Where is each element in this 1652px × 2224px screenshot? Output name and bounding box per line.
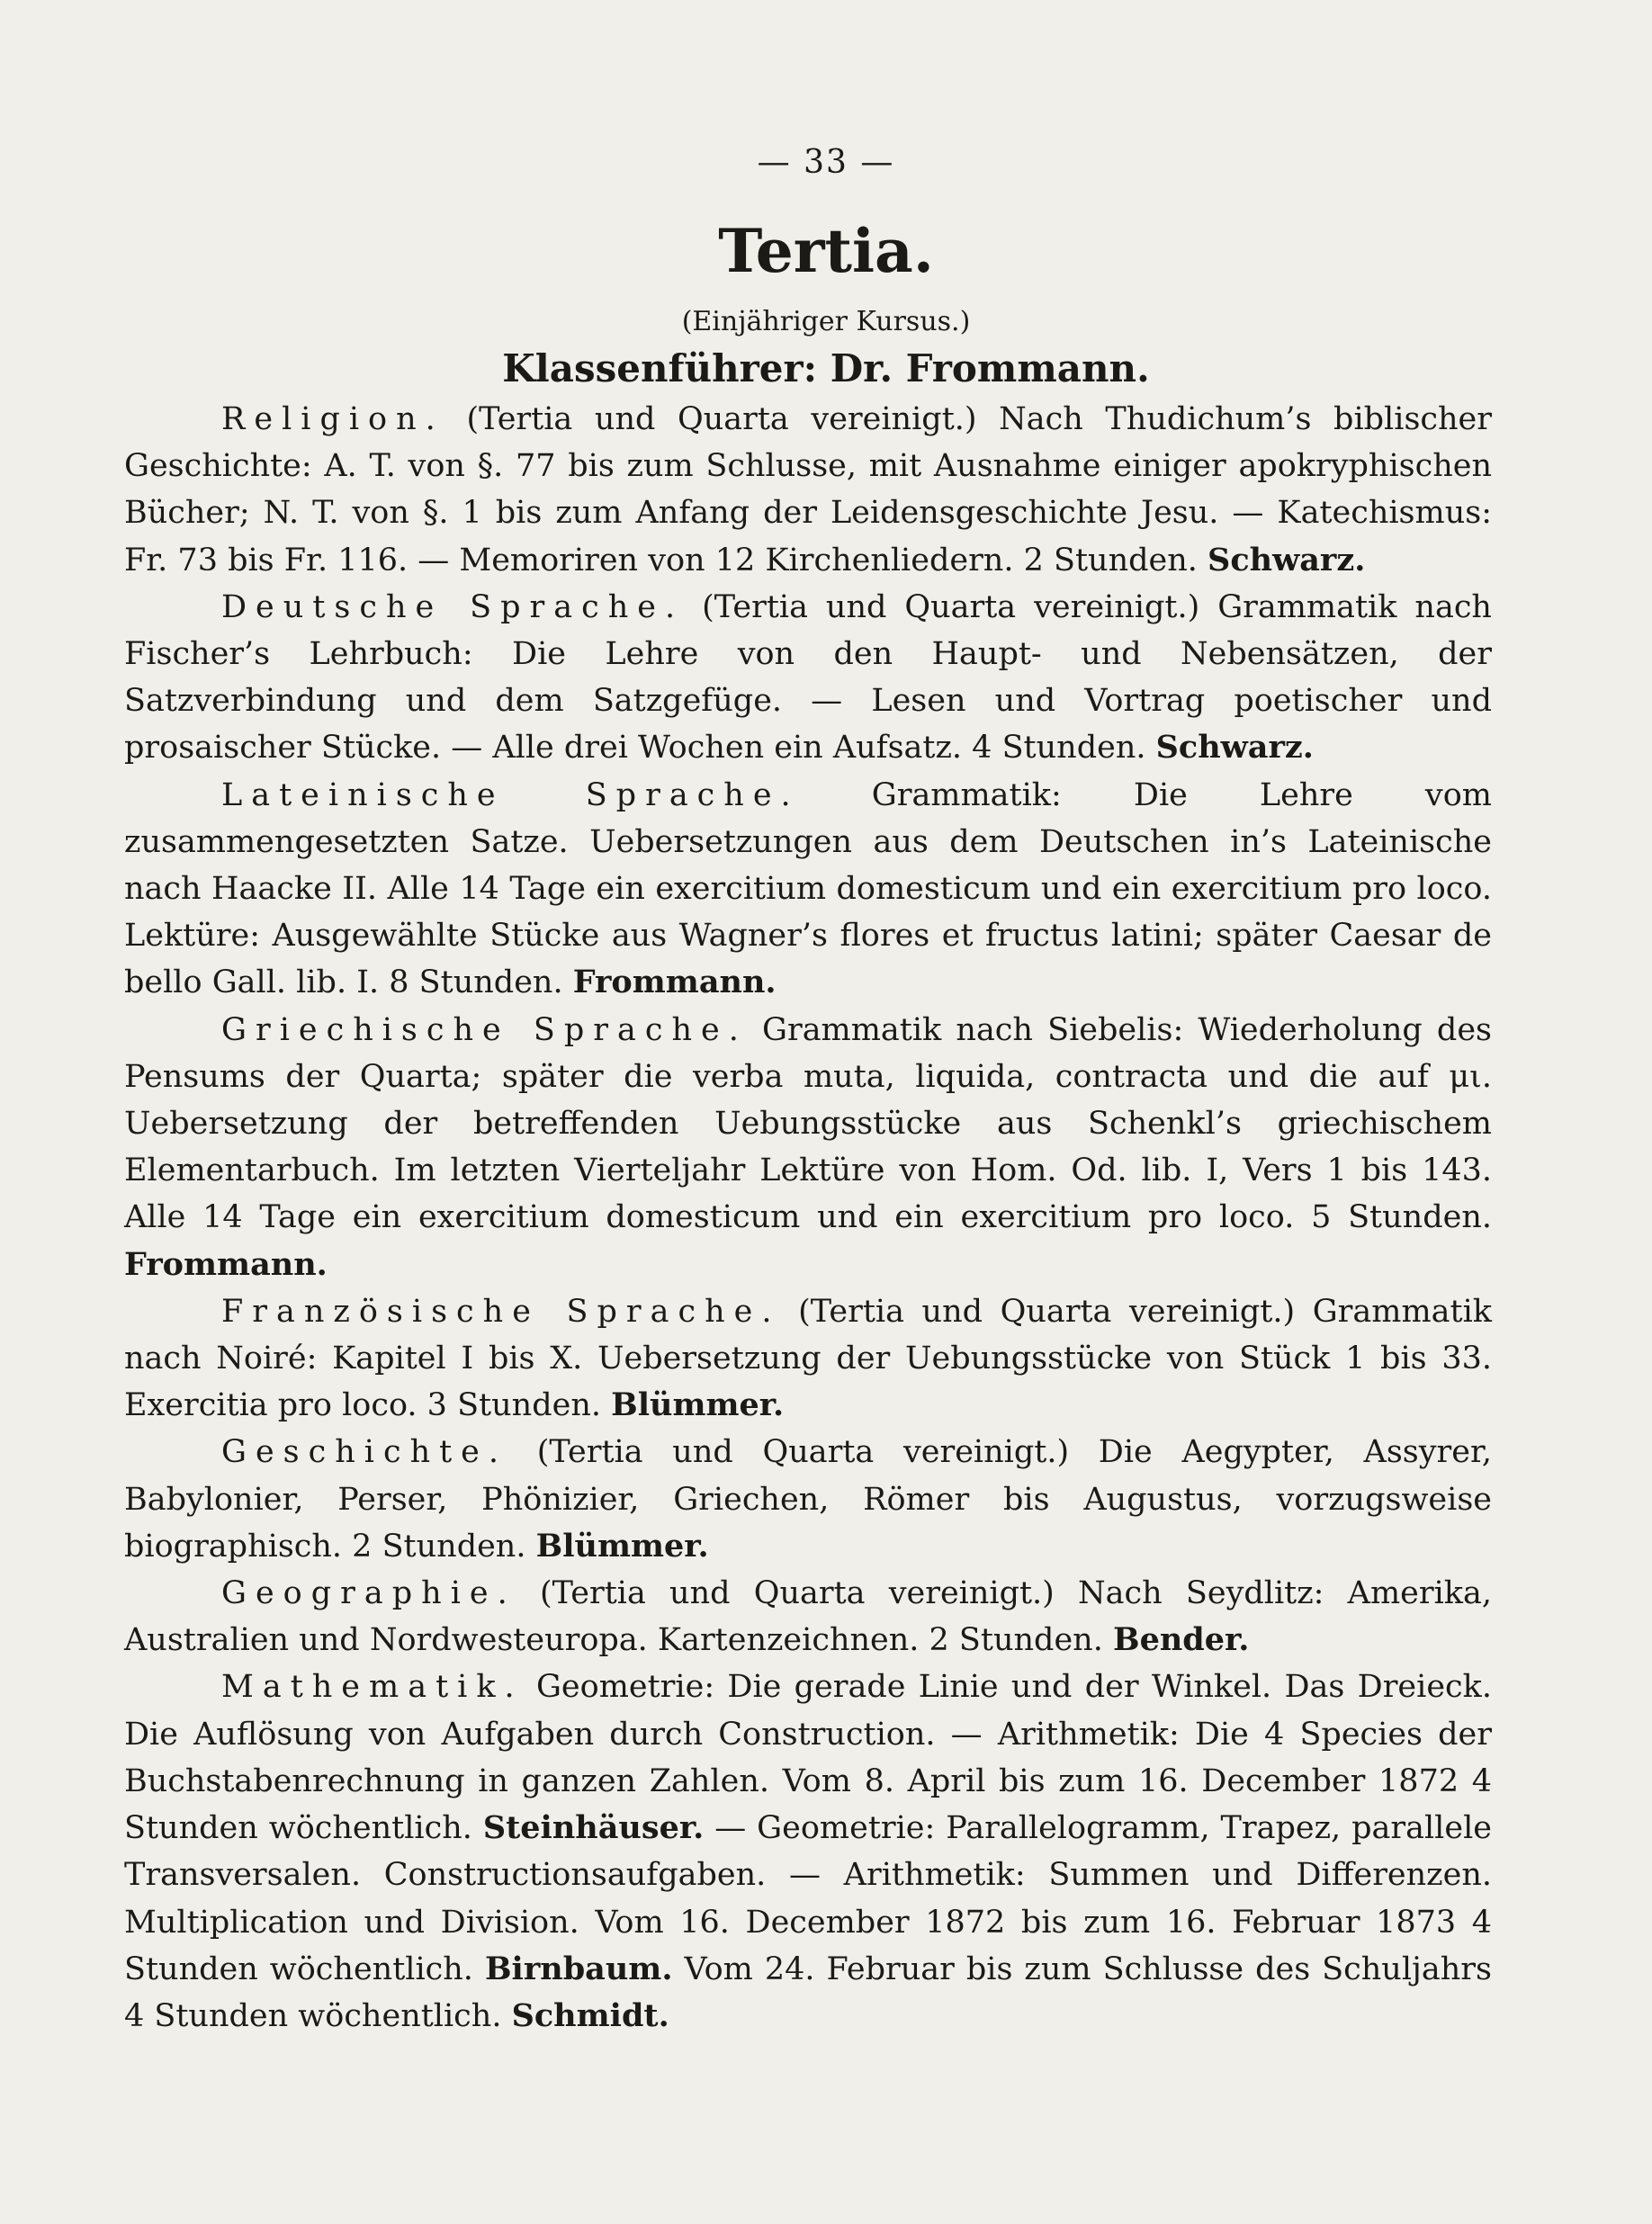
teacher-name: Schwarz. [1208, 541, 1366, 578]
section-deutsch [124, 584, 1492, 772]
subject-heading: Deutsche Sprache. [221, 588, 685, 625]
section-geographie [124, 1570, 1492, 1664]
section-text: Grammatik: Die Lehre vom zusammengesetzten Satze. Uebersetzungen aus dem Deutschen in’s Lateinische nach Haacke II. Alle 14 Tage ein exercitium domesticum und ein exercitium pro loco. Lektüre: Ausgewählte Stücke aus Wagner’s flores et fructus latini; später Caesar de bello Gall. lib. I. 8 Stunden. [124, 776, 1492, 1001]
section-franzoesisch [124, 1288, 1492, 1430]
section-latein [124, 772, 1492, 1007]
section-text: (Tertia und Quarta vereinigt.) Grammatik nach Fischer’s Lehrbuch: Die Lehre von den Haupt- und Nebensätzen, der Satzverbindung und dem Satzgefüge. — Lesen und Vortrag poetischer und prosaischer Stücke. — Alle drei Wochen ein Aufsatz. 4 Stunden. [124, 588, 1492, 767]
section-religion [124, 396, 1492, 584]
teacher-name: Bender. [1112, 1621, 1250, 1659]
page-subtitle: (Einjähriger Kursus.) [681, 306, 971, 337]
teacher-name: Schwarz. [1155, 729, 1314, 767]
body-text [124, 396, 1492, 2040]
teacher-name: Blümmer. [611, 1386, 785, 1424]
subject-heading: Lateinische Sprache. [221, 776, 800, 813]
section-text: Geometrie: Die gerade Linie und der Winkel. Das Dreieck. Die Auflösung von Aufgaben durch Construction. — Arithmetik: Die 4 Species der Buchstabenrechnung in ganzen Zahlen. Vom 8. April bis zum 16. December 1872 4 Stunden wöchentlich. [124, 1669, 1492, 1847]
section-text: (Tertia und Quarta vereinigt.) Nach Seydlitz: Amerika, Australien und Nordwesteuropa. Kartenzeichnen. 2 Stunden. [124, 1575, 1492, 1659]
teacher-name: Frommann. [124, 1245, 328, 1283]
teacher-name-3: Schmidt. [511, 1996, 669, 2034]
class-leader: Klassenführer: Dr. Frommann. [502, 346, 1150, 390]
teacher-name: Blümmer. [535, 1527, 709, 1565]
subject-heading: Geschichte. [221, 1434, 508, 1471]
page-number: — 33 — [757, 144, 895, 181]
section-text: (Tertia und Quarta vereinigt.) Grammatik nach Noiré: Kapitel I bis X. Uebersetzung der Uebungsstücke von Stück 1 bis 33. Exercitia pro loco. 3 Stunden. [124, 1293, 1492, 1424]
teacher-name-2: Birnbaum. [484, 1950, 673, 1987]
section-griechisch [124, 1007, 1492, 1288]
section-text: (Tertia und Quarta vereinigt.) Nach Thudichum’s biblischer Geschichte: A. T. von §. 77 bis zum Schlusse, mit Ausnahme einiger apokryphischen Bücher; N. T. von §. 1 bis zum Anfang der Leidensgeschichte Jesu. — Katechismus: Fr. 73 bis Fr. 116. — Memoriren von 12 Kirchenliedern. 2 Stunden. [124, 401, 1492, 578]
section-text-3: Vom 24. Februar bis zum Schlusse des Schuljahrs 4 Stunden wöchentlich. [124, 1950, 1492, 2034]
subject-heading: Religion. [221, 401, 444, 437]
section-text-2: — Geometrie: Parallelogramm, Trapez, parallele Transversalen. Constructionsaufgaben. — Arithmetik: Summen und Differenzen. Multiplication und Division. Vom 16. December 1872 bis zum 16. Februar 1873 4 Stunden wöchentlich. [124, 1810, 1492, 1987]
teacher-name: Frommann. [572, 964, 777, 1001]
section-mathematik [124, 1664, 1492, 2040]
section-text: Grammatik nach Siebelis: Wiederholung des Pensums der Quarta; später die verba muta, liquida, contracta und die auf μι. Uebersetzung der betreffenden Uebungsstücke aus Schenkl’s griechischem Elementarbuch. Im letzten Vierteljahr Lektüre von Hom. Od. lib. I, Vers 1 bis 143. Alle 14 Tage ein exercitium domesticum und ein exercitium pro loco. 5 Stunden. [124, 1011, 1492, 1236]
subject-heading: Griechische Sprache. [221, 1011, 748, 1048]
section-geschichte [124, 1429, 1492, 1570]
teacher-name: Steinhäuser. [482, 1809, 705, 1847]
page-title: Tertia. [718, 216, 934, 286]
section-text: (Tertia und Quarta vereinigt.) Die Aegypter, Assyrer, Babylonier, Perser, Phönizier, Griechen, Römer bis Augustus, vorzugsweise biographisch. 2 Stunden. [124, 1434, 1492, 1565]
subject-heading: Geographie. [221, 1575, 516, 1612]
subject-heading: Mathematik. [221, 1669, 524, 1706]
subject-heading: Französische Sprache. [221, 1293, 781, 1330]
